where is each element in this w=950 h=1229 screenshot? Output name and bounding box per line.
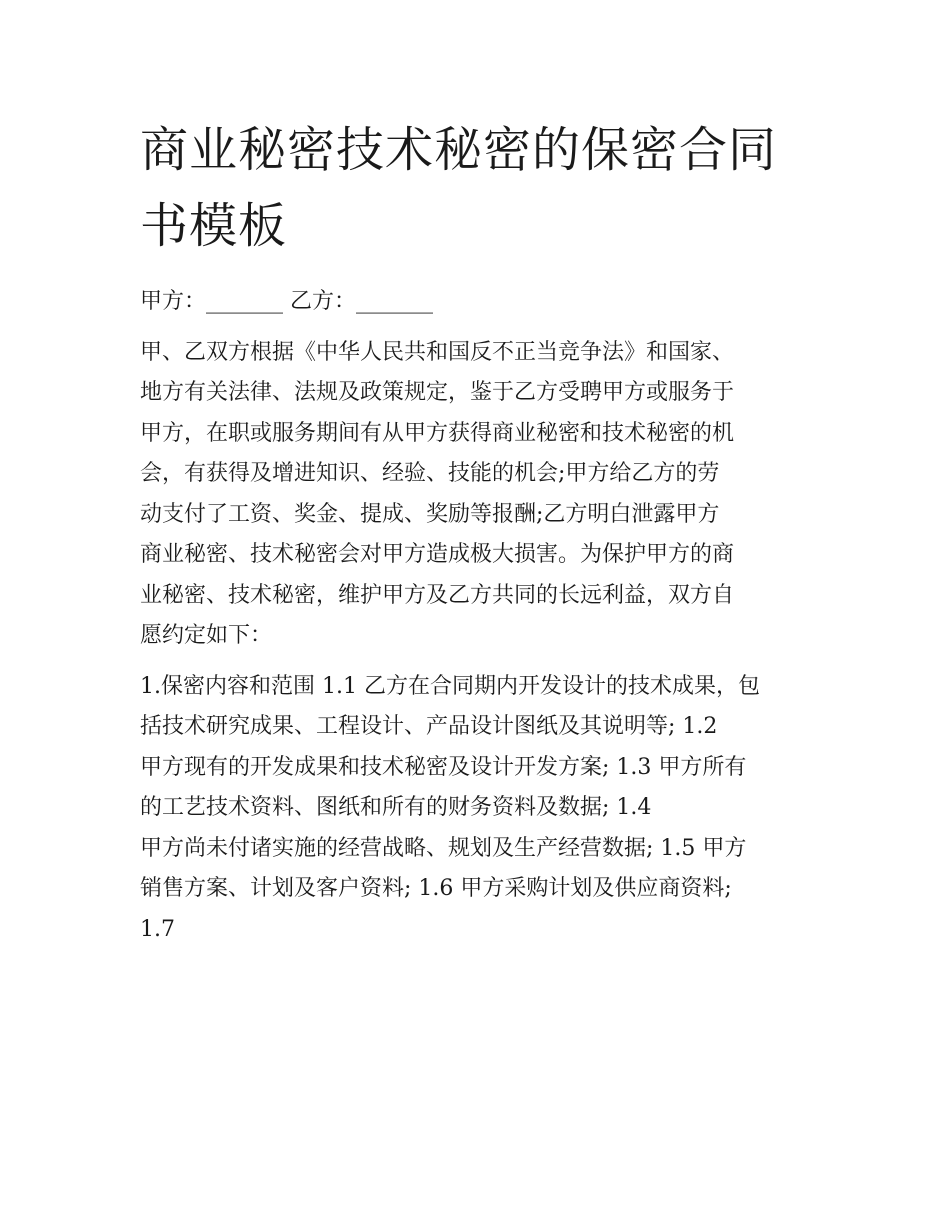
document-body	[140, 282, 822, 950]
clause-line: 销售方案、计划及客户资料; 1.6 甲方采购计划及供应商资料;	[140, 876, 732, 901]
clause-line: 甲方现有的开发成果和技术秘密及设计开发方案; 1.3 甲方所有	[140, 754, 747, 780]
clause-line: 括技术研究成果、工程设计、产品设计图纸及其说明等; 1.2	[140, 714, 718, 739]
preamble-line: 商业秘密、技术秘密会对甲方造成极大损害。为保护甲方的商	[140, 542, 735, 567]
document-title	[140, 112, 820, 264]
clause-line: 1.7	[140, 916, 175, 942]
clause-line: 1.保密内容和范围 1.1 乙方在合同期内开发设计的技术成果，包	[140, 673, 760, 699]
parties-line: 甲方：_______ 乙方：_______	[140, 289, 433, 314]
paragraph-gap	[140, 657, 822, 667]
preamble-paragraph	[140, 333, 822, 657]
preamble-line: 地方有关法律、法规及政策规定，鉴于乙方受聘甲方或服务于	[140, 380, 735, 405]
preamble-line: 业秘密、技术秘密，维护甲方及乙方共同的长远利益，双方自	[140, 582, 735, 608]
preamble-line: 甲方，在职或服务期间有从甲方获得商业秘密和技术秘密的机	[140, 420, 735, 446]
title-line-1: 商业秘密技术秘密的保密合同	[140, 122, 778, 178]
preamble-line: 甲、乙双方根据《中华人民共和国反不正当竞争法》和国家、	[140, 339, 735, 365]
preamble-line: 愿约定如下：	[140, 623, 273, 648]
clause-line: 的工艺技术资料、图纸和所有的财务资料及数据; 1.4	[140, 795, 652, 820]
preamble-line: 动支付了工资、奖金、提成、奖励等报酬;乙方明白泄露甲方	[140, 501, 720, 527]
paragraph-gap	[140, 323, 822, 333]
title-line-2: 书模板	[140, 198, 288, 254]
clause-line: 甲方尚未付诸实施的经营战略、规划及生产经营数据; 1.5 甲方	[140, 835, 747, 861]
clause-paragraph	[140, 667, 822, 951]
preamble-line: 会，有获得及增进知识、经验、技能的机会;甲方给乙方的劳	[140, 461, 720, 486]
